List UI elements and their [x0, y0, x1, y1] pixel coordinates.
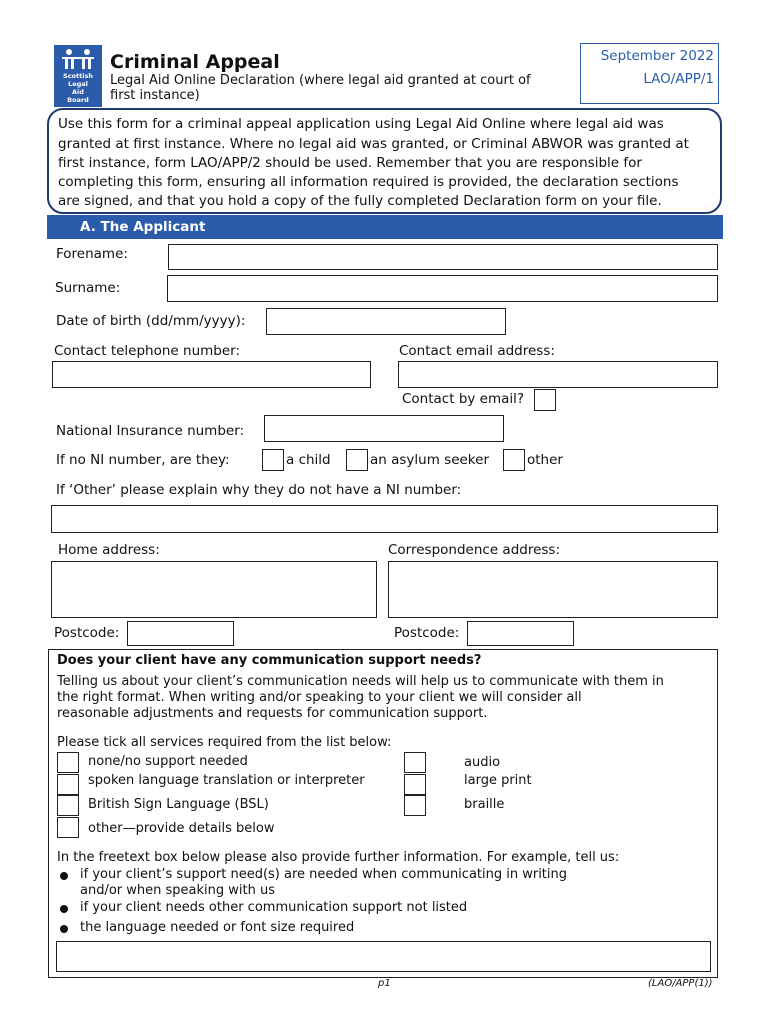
bullet-icon [60, 905, 68, 913]
correspondence-address-label: Correspondence address: [388, 542, 561, 558]
home-address-label: Home address: [58, 542, 160, 558]
logo-text-3: Aid [72, 88, 84, 96]
bullet-text: if your client’s support need(s) are needed when communicating in writing [80, 867, 568, 882]
dob-label: Date of birth (dd/mm/yyyy): [56, 313, 246, 329]
audio-label: audio [464, 755, 501, 770]
intro-line: Use this form for a criminal appeal application using Legal Aid Online where legal aid was [58, 116, 664, 132]
intro-box [47, 108, 722, 214]
ni-child-checkbox[interactable] [262, 449, 284, 471]
page-subtitle-line2: first instance) [110, 88, 200, 103]
page-number: p1 [378, 978, 391, 989]
logo-text-1: Scottish [63, 72, 93, 80]
section-a-heading: A. The Applicant [80, 219, 206, 235]
form-version-box [580, 43, 719, 104]
interpreter-checkbox[interactable] [57, 774, 79, 795]
bullet-text: the language needed or font size required [80, 920, 355, 935]
other-support-label: other—provide details below [88, 821, 275, 836]
interpreter-label: spoken language translation or interpreter [88, 773, 365, 788]
correspondence-postcode-label: Postcode: [394, 625, 460, 641]
bsl-checkbox[interactable] [57, 795, 79, 816]
dob-field[interactable] [266, 308, 506, 335]
section-a-heading-bar [47, 215, 723, 239]
communication-support-box [48, 649, 718, 978]
home-postcode-field[interactable] [127, 621, 234, 646]
phone-field[interactable] [52, 361, 371, 388]
other-explain-field[interactable] [51, 505, 718, 533]
form-code: LAO/APP/1 [643, 71, 714, 87]
ni-other-label: other [527, 452, 563, 468]
none-support-checkbox[interactable] [57, 752, 79, 773]
surname-label: Surname: [55, 280, 121, 296]
communication-para-line: Telling us about your client’s communication needs will help us to communicate with them in [57, 674, 664, 689]
intro-line: are signed, and that you hold a copy of the fully completed Declaration form on your file. [58, 193, 662, 209]
other-explain-label: If ‘Other’ please explain why they do not have a NI number: [56, 482, 462, 498]
intro-line: granted at first instance. Where no legal aid was granted, or Criminal ABWOR was granted at [58, 136, 689, 152]
correspondence-postcode-field[interactable] [467, 621, 574, 646]
bullet-text-cont: and/or when speaking with us [80, 883, 275, 898]
tick-instruction: Please tick all services required from the list below: [57, 735, 392, 750]
ni-child-label: a child [286, 452, 331, 468]
intro-line: first instance, form LAO/APP/2 should be used. Remember that you are responsible for [58, 155, 642, 171]
communication-para-line: reasonable adjustments and requests for communication support. [57, 706, 488, 721]
braille-checkbox[interactable] [404, 795, 426, 816]
page-title: Criminal Appeal [110, 51, 280, 73]
intro-line: completing this form, ensuring all information required is provided, the declaration sections [58, 174, 679, 190]
communication-para-line: the right format. When writing and/or speaking to your client we will consider all [57, 690, 582, 705]
none-support-label: none/no support needed [88, 754, 248, 769]
ni-label: National Insurance number: [56, 423, 245, 439]
phone-label: Contact telephone number: [54, 343, 241, 359]
audio-checkbox[interactable] [404, 752, 426, 773]
communication-freetext-field[interactable] [56, 941, 711, 972]
bsl-label: British Sign Language (BSL) [88, 797, 269, 812]
slab-logo [54, 45, 102, 107]
freetext-intro: In the freetext box below please also provide further information. For example, tell us: [57, 850, 620, 865]
home-postcode-label: Postcode: [54, 625, 120, 641]
form-date: September 2022 [600, 48, 714, 64]
forename-label: Forename: [56, 246, 128, 262]
contact-by-email-checkbox[interactable] [534, 389, 556, 411]
contact-by-email-label: Contact by email? [402, 391, 525, 407]
ni-field[interactable] [264, 415, 504, 442]
bullet-icon [60, 925, 68, 933]
other-support-checkbox[interactable] [57, 817, 79, 838]
large-print-checkbox[interactable] [404, 774, 426, 795]
surname-field[interactable] [167, 275, 718, 302]
correspondence-address-field[interactable] [388, 561, 718, 618]
footer-code: (LAO/APP(1)) [648, 978, 713, 989]
email-field[interactable] [398, 361, 718, 388]
page-subtitle-line1: Legal Aid Online Declaration (where legal aid granted at court of [110, 73, 531, 88]
people-logo-icon [60, 48, 96, 70]
home-address-field[interactable] [51, 561, 377, 618]
no-ni-label: If no NI number, are they: [56, 452, 230, 468]
ni-asylum-label: an asylum seeker [370, 452, 490, 468]
large-print-label: large print [464, 773, 532, 788]
logo-text-2: Legal [68, 80, 88, 88]
email-label: Contact email address: [399, 343, 555, 359]
ni-asylum-checkbox[interactable] [346, 449, 368, 471]
ni-other-checkbox[interactable] [503, 449, 525, 471]
forename-field[interactable] [168, 244, 718, 270]
communication-heading: Does your client have any communication support needs? [57, 653, 482, 668]
braille-label: braille [464, 797, 505, 812]
bullet-text: if your client needs other communication support not listed [80, 900, 468, 915]
logo-text-4: Board [67, 96, 89, 104]
bullet-icon [60, 872, 68, 880]
